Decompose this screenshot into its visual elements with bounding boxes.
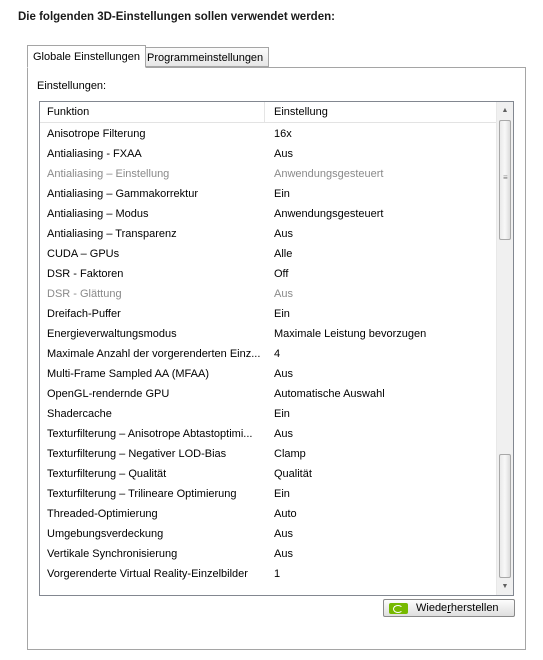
row-feature: OpenGL-rendernde GPU bbox=[47, 388, 170, 400]
row-feature: Multi-Frame Sampled AA (MFAA) bbox=[47, 368, 209, 380]
row-feature: Maximale Anzahl der vorgerenderten Einz... bbox=[47, 348, 261, 360]
row-feature: Antialiasing – Modus bbox=[47, 208, 149, 220]
table-row[interactable] bbox=[40, 524, 497, 544]
scroll-down-arrow-icon[interactable]: ▼ bbox=[501, 583, 509, 590]
page-heading: Die folgenden 3D-Einstellungen sollen verwendet werden: bbox=[18, 11, 335, 23]
restore-label-accelerator: r bbox=[447, 602, 451, 614]
row-feature: CUDA – GPUs bbox=[47, 248, 120, 260]
row-setting[interactable]: 1 bbox=[274, 568, 281, 580]
row-setting[interactable]: Ein bbox=[274, 488, 290, 500]
row-setting[interactable]: Off bbox=[274, 268, 289, 280]
table-row[interactable] bbox=[40, 384, 497, 404]
restore-button-label bbox=[416, 602, 499, 614]
row-feature: Texturfilterung – Anisotrope Abtastoptimi... bbox=[47, 428, 253, 440]
row-setting[interactable]: Aus bbox=[274, 428, 293, 440]
row-feature: DSR - Glättung bbox=[47, 288, 122, 300]
restore-label-start: Wiede bbox=[416, 602, 448, 614]
row-feature: Threaded-Optimierung bbox=[47, 508, 158, 520]
list-header bbox=[40, 102, 497, 123]
table-row[interactable] bbox=[40, 504, 497, 524]
row-setting[interactable]: Qualität bbox=[274, 468, 312, 480]
row-setting[interactable]: Auto bbox=[274, 508, 297, 520]
row-setting[interactable]: Alle bbox=[274, 248, 293, 260]
table-row[interactable] bbox=[40, 344, 497, 364]
row-feature: Vorgerenderte Virtual Reality-Einzelbilder bbox=[47, 568, 248, 580]
column-header-feature[interactable]: Funktion bbox=[47, 106, 90, 118]
scrollbar-thumb-lower[interactable] bbox=[499, 454, 511, 578]
table-row[interactable] bbox=[40, 204, 497, 224]
table-row[interactable] bbox=[40, 224, 497, 244]
row-setting[interactable]: Aus bbox=[274, 288, 293, 300]
row-feature: Texturfilterung – Trilineare Optimierung bbox=[47, 488, 237, 500]
row-feature: Antialiasing - FXAA bbox=[47, 148, 142, 160]
table-row[interactable] bbox=[40, 404, 497, 424]
table-row[interactable] bbox=[40, 124, 497, 144]
table-row[interactable] bbox=[40, 484, 497, 504]
table-row[interactable] bbox=[40, 284, 497, 304]
column-header-setting[interactable]: Einstellung bbox=[274, 106, 328, 118]
grip-icon: ≡ bbox=[503, 173, 508, 182]
row-feature: Texturfilterung – Negativer LOD-Bias bbox=[47, 448, 227, 460]
row-setting[interactable]: Aus bbox=[274, 528, 293, 540]
row-setting[interactable]: 16x bbox=[274, 128, 292, 140]
row-feature: Shadercache bbox=[47, 408, 112, 420]
row-setting[interactable]: Automatische Auswahl bbox=[274, 388, 385, 400]
row-setting[interactable]: Anwendungsgesteuert bbox=[274, 168, 384, 180]
row-setting[interactable]: Aus bbox=[274, 148, 293, 160]
row-feature: Antialiasing – Gammakorrektur bbox=[47, 188, 199, 200]
vertical-scrollbar[interactable] bbox=[496, 102, 513, 595]
row-setting[interactable]: Aus bbox=[274, 548, 293, 560]
row-setting[interactable]: Aus bbox=[274, 368, 293, 380]
settings-panel bbox=[27, 67, 526, 650]
settings-list bbox=[39, 101, 514, 596]
table-row[interactable] bbox=[40, 144, 497, 164]
list-rows bbox=[40, 124, 497, 584]
restore-button[interactable] bbox=[383, 599, 515, 617]
row-setting[interactable]: Clamp bbox=[274, 448, 306, 460]
column-divider[interactable] bbox=[264, 102, 265, 122]
scroll-up-arrow-icon[interactable]: ▲ bbox=[501, 107, 509, 114]
row-setting[interactable]: Ein bbox=[274, 308, 290, 320]
table-row[interactable] bbox=[40, 444, 497, 464]
row-feature: Dreifach-Puffer bbox=[47, 308, 121, 320]
restore-label-end: herstellen bbox=[450, 602, 499, 614]
tab-global-settings[interactable]: Globale Einstellungen bbox=[27, 45, 146, 68]
settings-label: Einstellungen: bbox=[37, 80, 107, 92]
row-feature: Antialiasing – Transparenz bbox=[47, 228, 177, 240]
row-setting[interactable]: Aus bbox=[274, 228, 293, 240]
row-setting[interactable]: Ein bbox=[274, 188, 290, 200]
row-feature: Antialiasing – Einstellung bbox=[47, 168, 170, 180]
table-row[interactable] bbox=[40, 324, 497, 344]
row-feature: Vertikale Synchronisierung bbox=[47, 548, 178, 560]
row-feature: Texturfilterung – Qualität bbox=[47, 468, 167, 480]
table-row[interactable] bbox=[40, 464, 497, 484]
table-row[interactable] bbox=[40, 244, 497, 264]
table-row[interactable] bbox=[40, 304, 497, 324]
row-setting[interactable]: Maximale Leistung bevorzugen bbox=[274, 328, 427, 340]
scrollbar-thumb-upper[interactable] bbox=[499, 120, 511, 240]
row-feature: Anisotrope Filterung bbox=[47, 128, 146, 140]
row-setting[interactable]: 4 bbox=[274, 348, 281, 360]
row-feature: Umgebungsverdeckung bbox=[47, 528, 164, 540]
table-row[interactable] bbox=[40, 564, 497, 584]
row-feature: DSR - Faktoren bbox=[47, 268, 124, 280]
table-row[interactable] bbox=[40, 424, 497, 444]
row-feature: Energieverwaltungsmodus bbox=[47, 328, 177, 340]
table-row[interactable] bbox=[40, 364, 497, 384]
row-setting[interactable]: Anwendungsgesteuert bbox=[274, 208, 384, 220]
table-row[interactable] bbox=[40, 264, 497, 284]
nvidia-logo-icon bbox=[389, 603, 408, 614]
row-setting[interactable]: Ein bbox=[274, 408, 290, 420]
table-row[interactable] bbox=[40, 164, 497, 184]
tab-program-settings[interactable]: Programmeinstellungen bbox=[141, 47, 269, 67]
table-row[interactable] bbox=[40, 184, 497, 204]
table-row[interactable] bbox=[40, 544, 497, 564]
